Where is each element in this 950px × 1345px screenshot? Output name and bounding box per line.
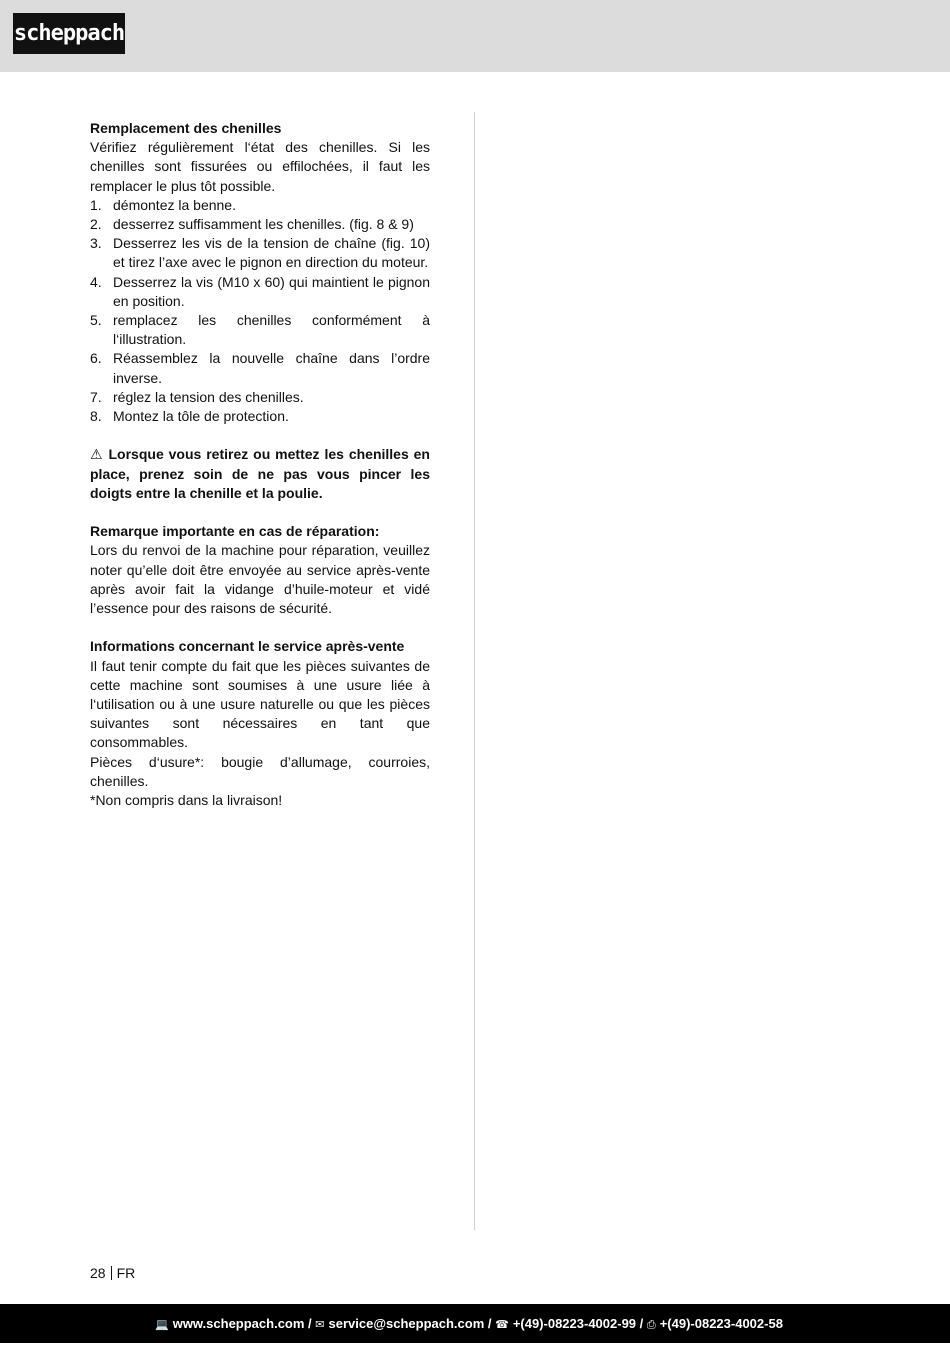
wear-parts-text: Pièces d‘usure*: bougie d’allumage, courroies, chenilles. xyxy=(90,753,430,789)
warning-text: Lorsque vous retirez ou mettez les chenilles en place, prenez soin de ne pas vous pincer les doigts entre la chenille et la poulie. xyxy=(90,446,430,501)
list-item: 6. Réassemblez la nouvelle chaîne dans l’ordre inverse. xyxy=(90,350,430,386)
steps-list xyxy=(90,196,430,426)
page-language: FR xyxy=(116,1265,136,1281)
computer-icon: 💻 xyxy=(155,1319,169,1331)
section-heading-repair-note: Remarque importante en cas de réparation: xyxy=(90,523,380,540)
repair-note-body: Lors du renvoi de la machine pour réparation, veuillez noter qu’elle doit être envoyée au service après-vente après avoir fait la vidange d’huile-moteur et vidé l’essence pour des raisons de sécurité. xyxy=(90,542,430,617)
brand-logo: scheppach xyxy=(13,13,125,54)
delivery-note: *Non compris dans la livraison! xyxy=(90,792,283,809)
content-column xyxy=(90,119,430,810)
footer-email[interactable]: service@scheppach.com / xyxy=(328,1316,492,1331)
list-item: 2. desserrez suffisamment les chenilles. (fig. 8 & 9) xyxy=(90,216,414,233)
service-info-body: Il faut tenir compte du fait que les pièces suivantes de cette machine sont soumises à une usure liée à l‘utilisation ou à une usure naturelle ou que les pièces suivantes sont nécessaires en tant que consommables. xyxy=(90,657,430,751)
list-item: 4. Desserrez la vis (M10 x 60) qui maintient le pignon en position. xyxy=(90,273,430,309)
page-number xyxy=(90,1264,135,1282)
list-item: 5. remplacez les chenilles conformément à l‘illustration. xyxy=(90,312,430,348)
list-item: 8. Montez la tôle de protection. xyxy=(90,408,289,425)
phone-icon: ☎ xyxy=(495,1319,509,1331)
mail-icon: ✉ xyxy=(315,1319,325,1331)
page-footer xyxy=(0,1304,950,1343)
page-header xyxy=(0,0,950,72)
list-item: 1. démontez la benne. xyxy=(90,196,236,213)
fax-icon: ⎙ xyxy=(646,1319,656,1331)
footer-fax: +(49)-08223-4002-58 xyxy=(659,1316,783,1331)
column-divider xyxy=(474,112,475,1230)
footer-website[interactable]: www.scheppach.com / xyxy=(172,1316,312,1331)
list-item: 3. Desserrez les vis de la tension de chaîne (fig. 10) et tirez l’axe avec le pignon en direction du moteur. xyxy=(90,235,430,271)
section-heading-track-replacement: Remplacement des chenilles xyxy=(90,120,282,136)
section-intro: Vérifiez régulièrement l‘état des chenilles. Si les chenilles sont fissurées ou effilochées, il faut les remplacer le plus tôt possible. xyxy=(90,139,430,194)
warning-icon: ⚠ xyxy=(90,446,104,463)
section-heading-service-info: Informations concernant le service après-vente xyxy=(90,638,405,655)
safety-warning xyxy=(90,445,430,503)
footer-phone: +(49)-08223-4002-99 / xyxy=(512,1316,644,1331)
page-number-value: 28 xyxy=(90,1265,106,1281)
list-item: 7. réglez la tension des chenilles. xyxy=(90,388,304,405)
